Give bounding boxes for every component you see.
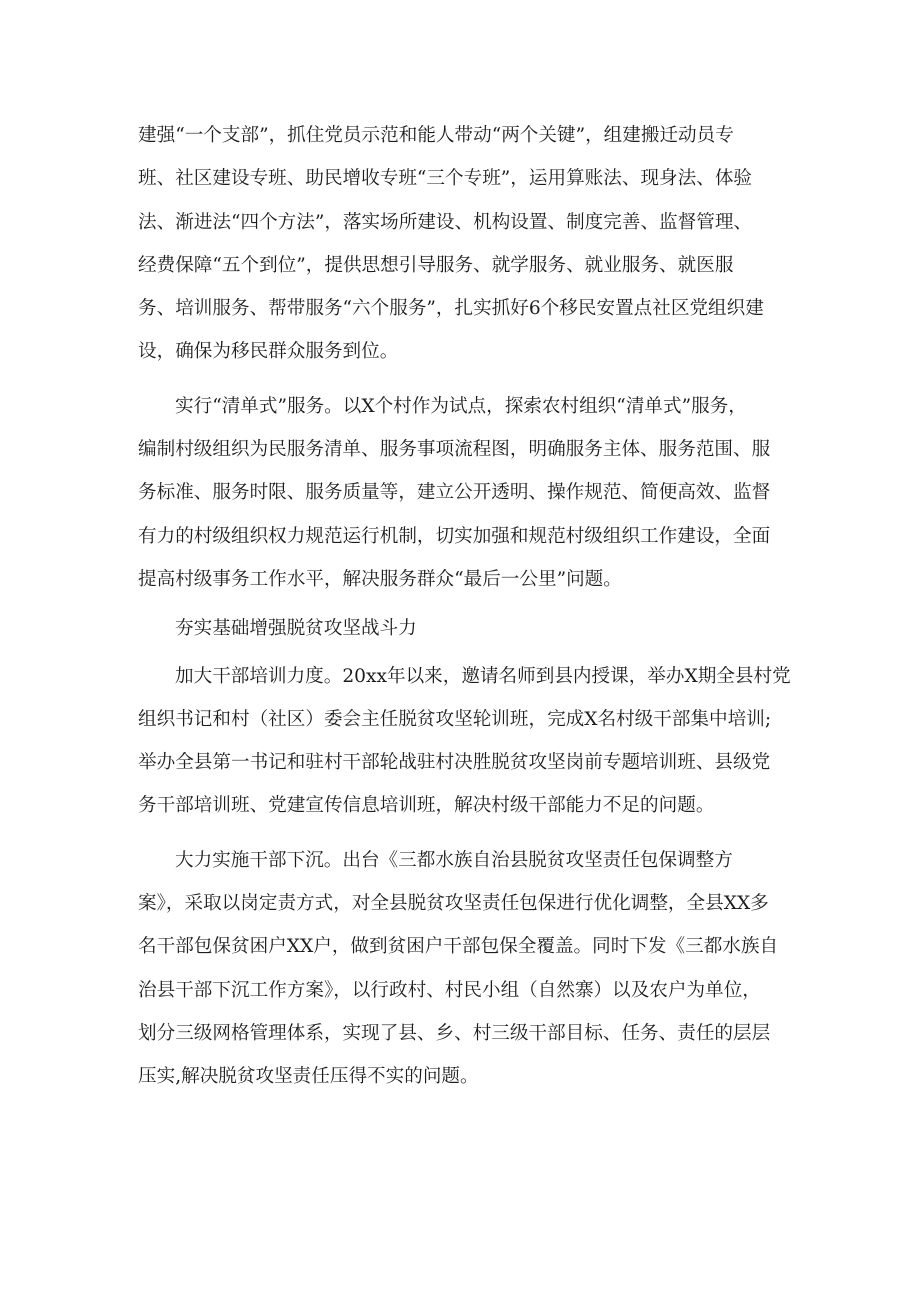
text-line: 提高村级事务工作水平，解决服务群众“最后一公里”问题。: [138, 568, 622, 590]
text-line: 经费保障“五个到位”，提供思想引导服务、就学服务、就业服务、就医服: [138, 254, 734, 276]
paragraph-cadre-deployment: [138, 839, 788, 1099]
text-line: 建强“一个支部”，抓住党员示范和能人带动“两个关键”，组建搬迁动员专: [138, 125, 734, 146]
text-line: 划分三级网格管理体系，实现了县、乡、村三级干部目标、任务、责任的层层: [138, 1022, 771, 1044]
text-line: 名干部包保贫困户XX户，做到贫困户干部包保全覆盖。同时下发《三都水族自: [138, 936, 779, 958]
text-line: 有力的村级组织权力规范运行机制，切实加强和规范村级组织工作建设，全面: [138, 525, 771, 547]
text-line: 务标准、服务时限、服务质量等，建立公开透明、操作规范、简便高效、监督: [138, 482, 771, 504]
text-line: 压实,解决脱贫攻坚责任压得不实的问题。: [138, 1066, 479, 1088]
text-line: 案》，采取以岗定责方式，对全县脱贫攻坚责任包保进行优化调整，全县XX多: [138, 893, 769, 915]
paragraph-branch-building: [138, 114, 788, 374]
text-line: 实行“清单式”服务。以X个村作为试点，探索农村组织“清单式”服务，: [175, 395, 747, 417]
text-line: 编制村级组织为民服务清单、服务事项流程图，明确服务主体、服务范围、服: [138, 439, 771, 461]
paragraph-cadre-training: [138, 655, 791, 828]
text-line: 加大干部培训力度。20xx年以来，邀请名师到县内授课，举办X期全县村党: [175, 665, 791, 687]
text-line: 务干部培训班、党建宣传信息培训班，解决村级干部能力不足的问题。: [138, 795, 715, 817]
text-line: 务、培训服务、帮带服务“六个服务”，扎实抓好6个移民安置点社区党组织建: [138, 298, 764, 320]
text-line: 班、社区建设专班、助民增收专班“三个专班”，运用算账法、现身法、体验: [138, 168, 753, 190]
text-line: 治县干部下沉工作方案》，以行政村、村民小组（自然寨）以及农户为单位，: [138, 979, 761, 1001]
text-line: 举办全县第一书记和驻村干部轮战驻村决胜脱贫攻坚岗前专题培训班、县级党: [138, 752, 771, 774]
text-line: 设，确保为移民群众服务到位。: [138, 341, 399, 363]
text-line: 组织书记和村（社区）委会主任脱贫攻坚轮训班，完成X名村级干部集中培训;: [138, 708, 772, 730]
section-heading: [138, 607, 788, 650]
text-line: 法、渐进法“四个方法”，落实场所建设、机构设置、制度完善、监督管理、: [138, 211, 753, 233]
paragraph-checklist-service: [138, 385, 788, 601]
text-line: 大力实施干部下沉。出台《三都水族自治县脱贫攻坚责任包保调整方: [175, 849, 733, 871]
document-body: [138, 114, 791, 1099]
section-heading-text: 夯实基础增强脱贫攻坚战斗力: [175, 618, 417, 640]
